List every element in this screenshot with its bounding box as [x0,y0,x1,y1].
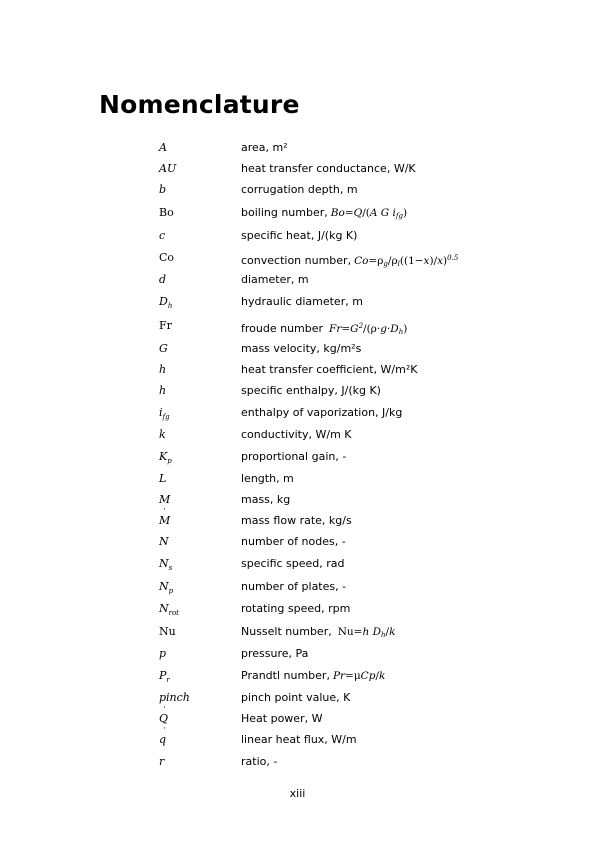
description: froude number [241,322,324,335]
nomenclature-row [0,691,595,711]
nomenclature-row [0,535,595,555]
symbol: L [159,472,167,485]
symbol: $N_{rot}$ [159,602,179,617]
nomenclature-row [0,493,595,513]
symbol: c [159,229,166,242]
symbol: $N_s$ [159,557,173,572]
nomenclature-row [0,712,595,732]
description: specific heat, J/(kg K) [241,229,358,242]
nomenclature-row [0,580,595,600]
symbol: b [159,183,167,196]
nomenclature-row [0,514,595,534]
nomenclature-row [0,183,595,203]
description-with-formula [241,669,385,683]
symbol: $P_r$ [159,669,170,684]
symbol: ˙ Q [159,712,168,726]
symbol: r [159,755,165,768]
nomenclature-row [0,406,595,426]
nomenclature-row [0,450,595,470]
description: hydraulic diameter, m [241,295,363,308]
description: mass, kg [241,493,291,506]
nomenclature-row [0,342,595,362]
description: number of plates, - [241,580,347,593]
description: corrugation depth, m [241,183,358,196]
nomenclature-row [0,295,595,315]
page-number: xiii [289,787,306,800]
page-title: Nomenclature [99,90,300,119]
description: convection number, [241,254,352,267]
nomenclature-row [0,251,595,271]
nomenclature-row [0,625,595,645]
description: diameter, m [241,273,309,286]
description-with-formula [241,251,458,271]
description: linear heat flux, W/m [241,733,357,746]
symbol: pinch [159,691,190,704]
description: specific enthalpy, J/(kg K) [241,384,381,397]
symbol: h [159,363,167,376]
symbol: $N_p$ [159,580,174,595]
description: number of nodes, - [241,535,346,548]
nomenclature-row [0,428,595,448]
description-with-formula [241,206,407,223]
nomenclature-row [0,472,595,492]
nomenclature-row [0,557,595,577]
prandtl-number-formula: Pr=μCp/k [332,670,386,682]
symbol: AU [159,162,177,175]
symbol: Co [159,251,175,264]
symbol: p [159,647,167,660]
symbol: ˙ M [159,514,170,528]
nomenclature-row [0,206,595,226]
nomenclature-row [0,363,595,383]
nomenclature-row [0,229,595,249]
description: pressure, Pa [241,647,309,660]
description: enthalpy of vaporization, J/kg [241,406,403,419]
symbol: Nu [159,625,176,638]
description: Prandtl number, [241,669,330,682]
froude-number-formula: $Fr=G^2/(\rho\cdot g\cdot D_h)$ [329,322,408,336]
symbol: $i_{fg}$ [159,406,170,421]
description: conductivity, W/m K [241,428,352,441]
description: proportional gain, - [241,450,347,463]
symbol: Bo [159,206,174,219]
description: mass flow rate, kg/s [241,514,352,527]
nomenclature-row [0,141,595,161]
description: mass velocity, kg/m²s [241,342,362,355]
nomenclature-row [0,273,595,293]
description: area, m² [241,141,288,154]
description-with-formula [241,319,407,339]
symbol: A [159,141,167,154]
symbol: h [159,384,167,397]
description: pinch point value, K [241,691,351,704]
symbol: $K_p$ [159,450,172,465]
nomenclature-row [0,647,595,667]
description-with-formula [241,625,395,642]
nomenclature-row [0,733,595,753]
description: Nusselt number, [241,625,332,638]
boiling-number-formula: Bo=Q/(A G $i_{fg}$) [330,207,408,220]
nomenclature-row [0,755,595,775]
nomenclature-row [0,162,595,182]
symbol: N [159,535,169,548]
symbol: $D_h$ [159,295,173,310]
symbol: G [159,342,168,355]
symbol: d [159,273,167,286]
description: ratio, - [241,755,278,768]
symbol: ˙ q [159,733,166,747]
description: boiling number, [241,206,328,219]
nusselt-number-formula: Nu=h $D_h/k$ [337,626,396,639]
symbol: M [159,493,171,506]
description: heat transfer conductance, W/K [241,162,416,175]
description: heat transfer coefficient, W/m²K [241,363,418,376]
description: length, m [241,472,294,485]
description: Heat power, W [241,712,323,725]
nomenclature-row [0,384,595,404]
description: rotating speed, rpm [241,602,351,615]
convection-number-formula: $Co=\rho_g/\rho_l((1-x)/x)^{0.5}$ [354,254,459,268]
nomenclature-row [0,669,595,689]
symbol: k [159,428,166,441]
symbol: Fr [159,319,172,332]
description: specific speed, rad [241,557,345,570]
nomenclature-row [0,602,595,622]
nomenclature-row [0,319,595,339]
